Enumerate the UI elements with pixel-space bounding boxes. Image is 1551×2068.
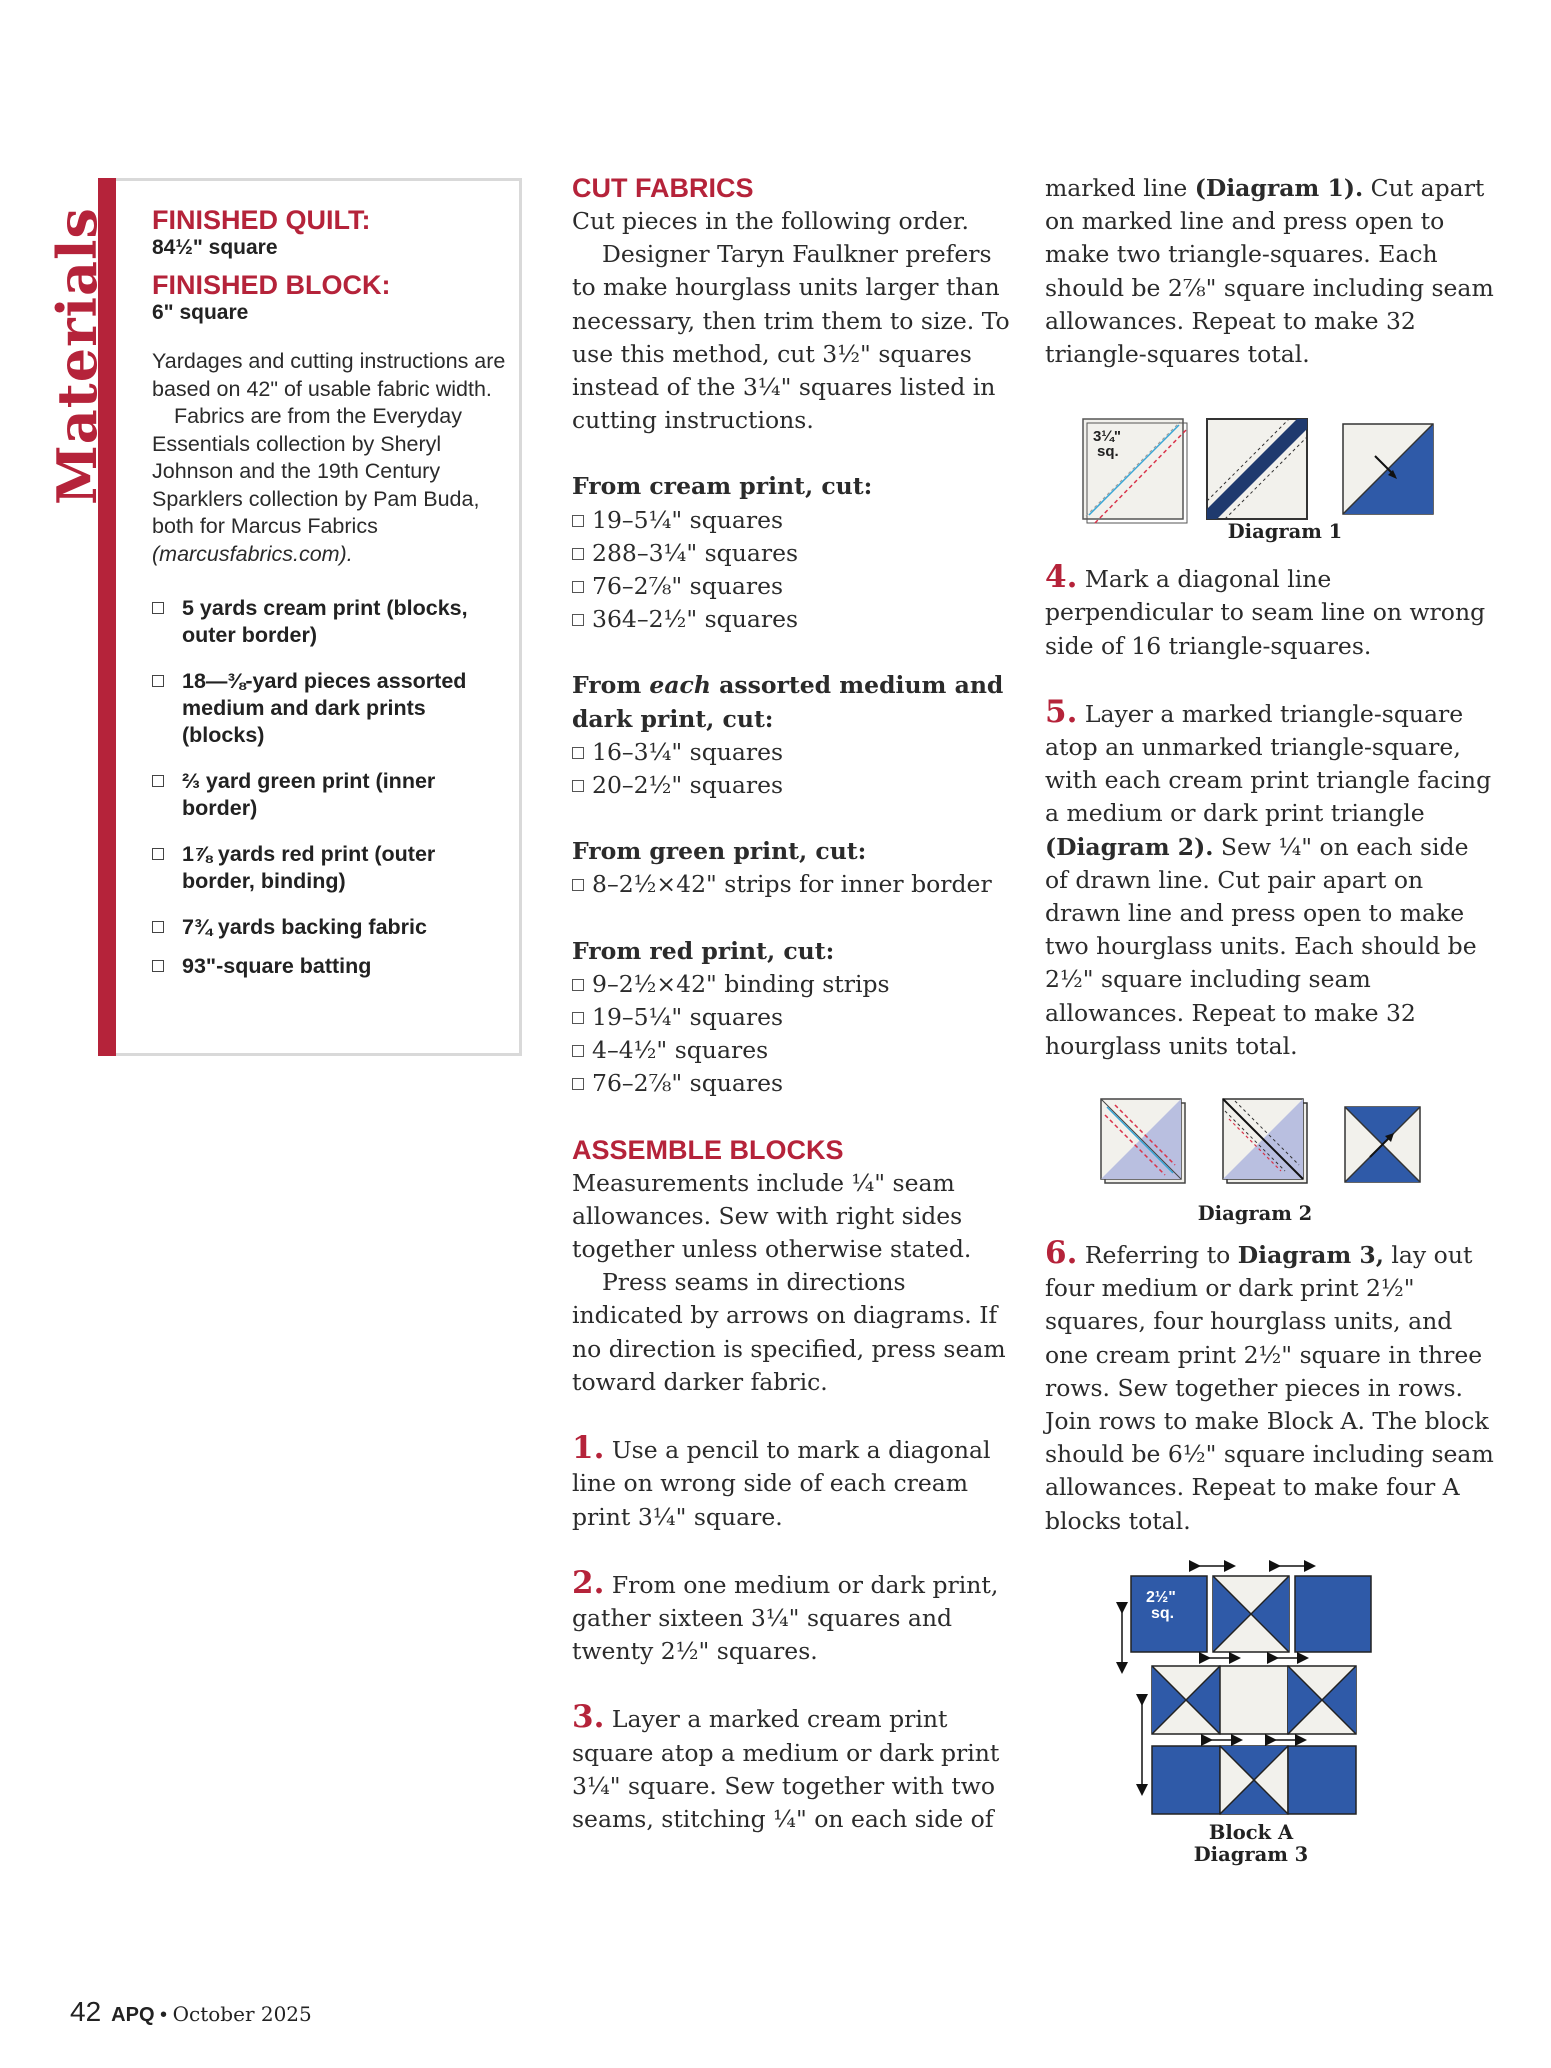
assemble-para-press: Press seams in directions indicated by arrows on diagrams. If no direction is specified, press seam toward darker fabric.	[572, 1268, 1006, 1396]
checkbox-icon	[572, 979, 584, 991]
step-number: 6.	[1045, 1235, 1078, 1272]
cut-line: 364–2½" squares	[572, 603, 1012, 636]
materials-para-yardage: Yardages and cutting instructions are based on 42" of usable fabric width.	[152, 349, 506, 401]
diagram-2	[1045, 1085, 1495, 1225]
cut-line: 76–2⅞" squares	[572, 570, 1012, 603]
cut-line: 20–2½" squares	[572, 769, 1012, 802]
checkbox-icon	[572, 879, 584, 891]
cut-group-title: From cream print, cut:	[572, 472, 873, 501]
svg-text:2½": 2½"	[1146, 1588, 1176, 1606]
materials-item: 1⅞ yards red print (outer border, binding)	[152, 841, 512, 895]
block-row-3	[1152, 1746, 1356, 1814]
checkbox-icon	[572, 515, 584, 527]
step-number: 3.	[572, 1699, 605, 1736]
svg-text:3¼": 3¼"	[1093, 428, 1121, 446]
svg-text:sq.: sq.	[1097, 443, 1119, 461]
step-3: 3. Layer a marked cream print square atop a medium or dark print 3¼" square. Sew together with two seams, stitching ¼" on each side of	[572, 1699, 1000, 1833]
step-2: 2. From one medium or dark print, gather sixteen 3¼" squares and twenty 2½" squares.	[572, 1564, 999, 1666]
materials-para-fabrics: Fabrics are from the Everyday Essentials collection by Sheryl Johnson and the 19th Century Sparklers collection by Pam Buda, both for Marcus Fabrics (marcusfabrics.com).	[152, 404, 480, 566]
step-4: 4. Mark a diagonal line perpendicular to seam line on wrong side of 16 triangle-squares.	[1045, 559, 1486, 660]
step-number: 1.	[572, 1430, 605, 1467]
block-row-2	[1152, 1666, 1356, 1734]
diagram-2-graphic	[1045, 1085, 1495, 1195]
checkbox-icon	[572, 1078, 584, 1090]
checkbox-icon	[572, 1045, 584, 1057]
step-number: 4.	[1045, 559, 1078, 596]
diagram-1-label: Diagram 1	[1227, 520, 1343, 544]
finished-block-label: FINISHED BLOCK:	[152, 270, 391, 300]
issue-date: October 2025	[172, 2002, 312, 2026]
cut-group-title: From green print, cut:	[572, 837, 867, 866]
step-6: 6. Referring to Diagram 3, lay out four medium or dark print 2½" squares, four hourglass units, and one cream print 2½" square in three rows. Sew together pieces in rows. Join rows to make Block A. The block should be 6½" square including seam allowances. Repeat to make four A blocks total.	[1045, 1235, 1494, 1535]
materials-content	[152, 205, 512, 999]
cut-line: 19–5¼" squares	[572, 504, 1012, 537]
cut-line: 9–2½×42" binding strips	[572, 968, 1012, 1001]
designer-note: Designer Taryn Faulkner prefers to make hourglass units larger than necessary, then trim them to size. To use this method, cut 3½" squares instead of the 3¼" squares listed in cutting instructions.	[572, 240, 1010, 435]
step-3-continued: marked line (Diagram 1). Cut apart on marked line and press open to make two triangle-squares. Each should be 2⅞" square including seam allowances. Repeat to make 32 triangle-squares total.	[1045, 174, 1494, 369]
materials-item: 5 yards cream print (blocks, outer border)	[152, 595, 512, 649]
checkbox-icon	[572, 1012, 584, 1024]
materials-item: 7¾ yards backing fabric	[152, 914, 512, 941]
diagram-3	[1045, 1550, 1495, 1866]
magazine-name: APQ	[111, 2004, 155, 2026]
marcus-link: (marcusfabrics.com).	[152, 541, 353, 566]
step-number: 5.	[1045, 693, 1078, 730]
cut-fabrics-heading: CUT FABRICS	[572, 173, 754, 203]
page-number: 42	[70, 1996, 102, 2027]
cut-line: 76–2⅞" squares	[572, 1067, 1012, 1100]
diagram-2-label: Diagram 2	[1197, 1202, 1313, 1226]
assemble-para-measure: Measurements include ¼" seam allowances. Sew with right sides together unless otherwise stated.	[572, 1168, 972, 1264]
checkbox-icon	[572, 614, 584, 626]
materials-list	[152, 595, 512, 980]
checkbox-icon	[572, 548, 584, 560]
finished-quilt-label: FINISHED QUILT:	[152, 205, 371, 235]
checkbox-icon	[572, 747, 584, 759]
page-footer: 42 APQ • October 2025	[70, 1996, 312, 2027]
diagram-3-block-label: Block A	[1208, 1820, 1294, 1844]
finished-quilt-value: 84½" square	[152, 236, 278, 259]
cut-fabrics-column	[572, 172, 1012, 1836]
diagram-1	[1045, 389, 1495, 544]
assemble-blocks-heading: ASSEMBLE BLOCKS	[572, 1134, 844, 1165]
checkbox-icon	[152, 960, 164, 972]
block-row-1	[1131, 1576, 1371, 1652]
finished-block-value: 6" square	[152, 301, 249, 324]
checkbox-icon	[572, 581, 584, 593]
checkbox-icon	[152, 602, 164, 614]
cut-group-title: From red print, cut:	[572, 936, 835, 965]
step-1: 1. Use a pencil to mark a diagonal line on wrong side of each cream print 3¼" square.	[572, 1430, 991, 1531]
svg-text:sq.: sq.	[1151, 1604, 1175, 1622]
cut-line: 8–2½×42" strips for inner border	[572, 868, 1012, 901]
cut-line: 288–3¼" squares	[572, 537, 1012, 570]
materials-item: ⅔ yard green print (inner border)	[152, 768, 512, 822]
checkbox-icon	[152, 775, 164, 787]
steps-column	[1045, 172, 1495, 1866]
step-number: 2.	[572, 1564, 605, 1601]
diagram-3-graphic	[1045, 1550, 1495, 1820]
cut-intro: Cut pieces in the following order.	[572, 207, 969, 235]
checkbox-icon	[152, 848, 164, 860]
diagram-3-label: Diagram 3	[1193, 1842, 1309, 1866]
step-5: 5. Layer a marked triangle-square atop an unmarked triangle-square, with each cream print triangle facing a medium or dark print triangle (Diagram 2). Sew ¼" on each side of drawn line. Cut pair apart on drawn line and press open to make two hourglass units. Each should be 2½" square including seam allowances. Repeat to make 32 hourglass units total.	[1045, 693, 1492, 1060]
checkbox-icon	[152, 675, 164, 687]
cut-line: 19–5¼" squares	[572, 1001, 1012, 1034]
cut-line: 4–4½" squares	[572, 1034, 1012, 1067]
checkbox-icon	[152, 921, 164, 933]
cut-line: 16–3¼" squares	[572, 736, 1012, 769]
materials-item: 18—⅜-yard pieces assorted medium and dark prints (blocks)	[152, 668, 512, 749]
checkbox-icon	[572, 780, 584, 792]
cut-group-title: From each assorted medium and dark print, cut:	[572, 671, 1004, 733]
materials-item: 93"-square batting	[152, 953, 512, 980]
